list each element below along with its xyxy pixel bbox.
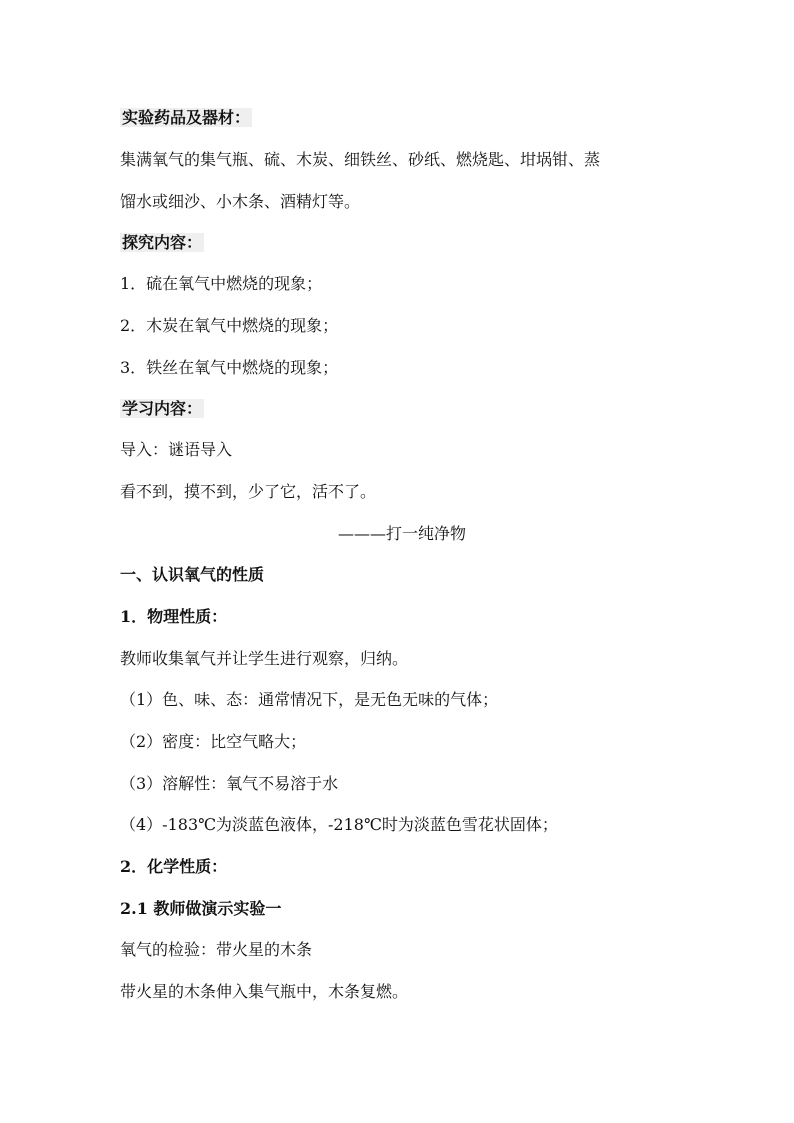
materials-heading-text: 实验药品及器材： bbox=[122, 108, 251, 127]
learning-heading-text: 学习内容： bbox=[122, 399, 203, 418]
demo-heading: 2.1 教师做演示实验一 bbox=[120, 899, 282, 918]
learning-answer: ———打一纯净物 bbox=[338, 524, 467, 543]
chemical-heading: 2．化学性质： bbox=[120, 857, 228, 876]
oxygen-test-result: 带火星的木条伸入集气瓶中，木条复燃。 bbox=[120, 982, 409, 1001]
learning-riddle: 看不到，摸不到，少了它，活不了。 bbox=[120, 482, 377, 501]
materials-line-1: 集满氧气的集气瓶、硫、木炭、细铁丝、砂纸、燃烧匙、坩埚钳、蒸 bbox=[120, 150, 601, 169]
physical-item-3: （3）溶解性：氧气不易溶于水 bbox=[120, 774, 339, 793]
materials-line-2: 馏水或细沙、小木条、酒精灯等。 bbox=[120, 192, 361, 211]
physical-heading: 1．物理性质： bbox=[120, 607, 228, 626]
physical-intro: 教师收集氧气并让学生进行观察，归纳。 bbox=[120, 649, 409, 668]
explore-heading-text: 探究内容： bbox=[122, 233, 203, 252]
physical-item-2: （2）密度：比空气略大； bbox=[120, 732, 307, 751]
explore-item-2: 2．木炭在氧气中燃烧的现象； bbox=[120, 316, 339, 335]
oxygen-test-line: 氧气的检验：带火星的木条 bbox=[120, 940, 313, 959]
materials-heading bbox=[120, 108, 252, 128]
physical-item-1: （1）色、味、态：通常情况下，是无色无味的气体； bbox=[120, 690, 499, 709]
learning-intro: 导入：谜语导入 bbox=[120, 440, 233, 459]
explore-item-1: 1．硫在氧气中燃烧的现象； bbox=[120, 274, 323, 293]
explore-item-3: 3．铁丝在氧气中燃烧的现象； bbox=[120, 358, 339, 377]
oxygen-heading: 一、认识氧气的性质 bbox=[120, 565, 265, 584]
learning-heading bbox=[120, 399, 204, 419]
explore-heading bbox=[120, 233, 204, 253]
physical-item-4: （4）-183℃为淡蓝色液体，-218℃时为淡蓝色雪花状固体； bbox=[120, 815, 558, 834]
